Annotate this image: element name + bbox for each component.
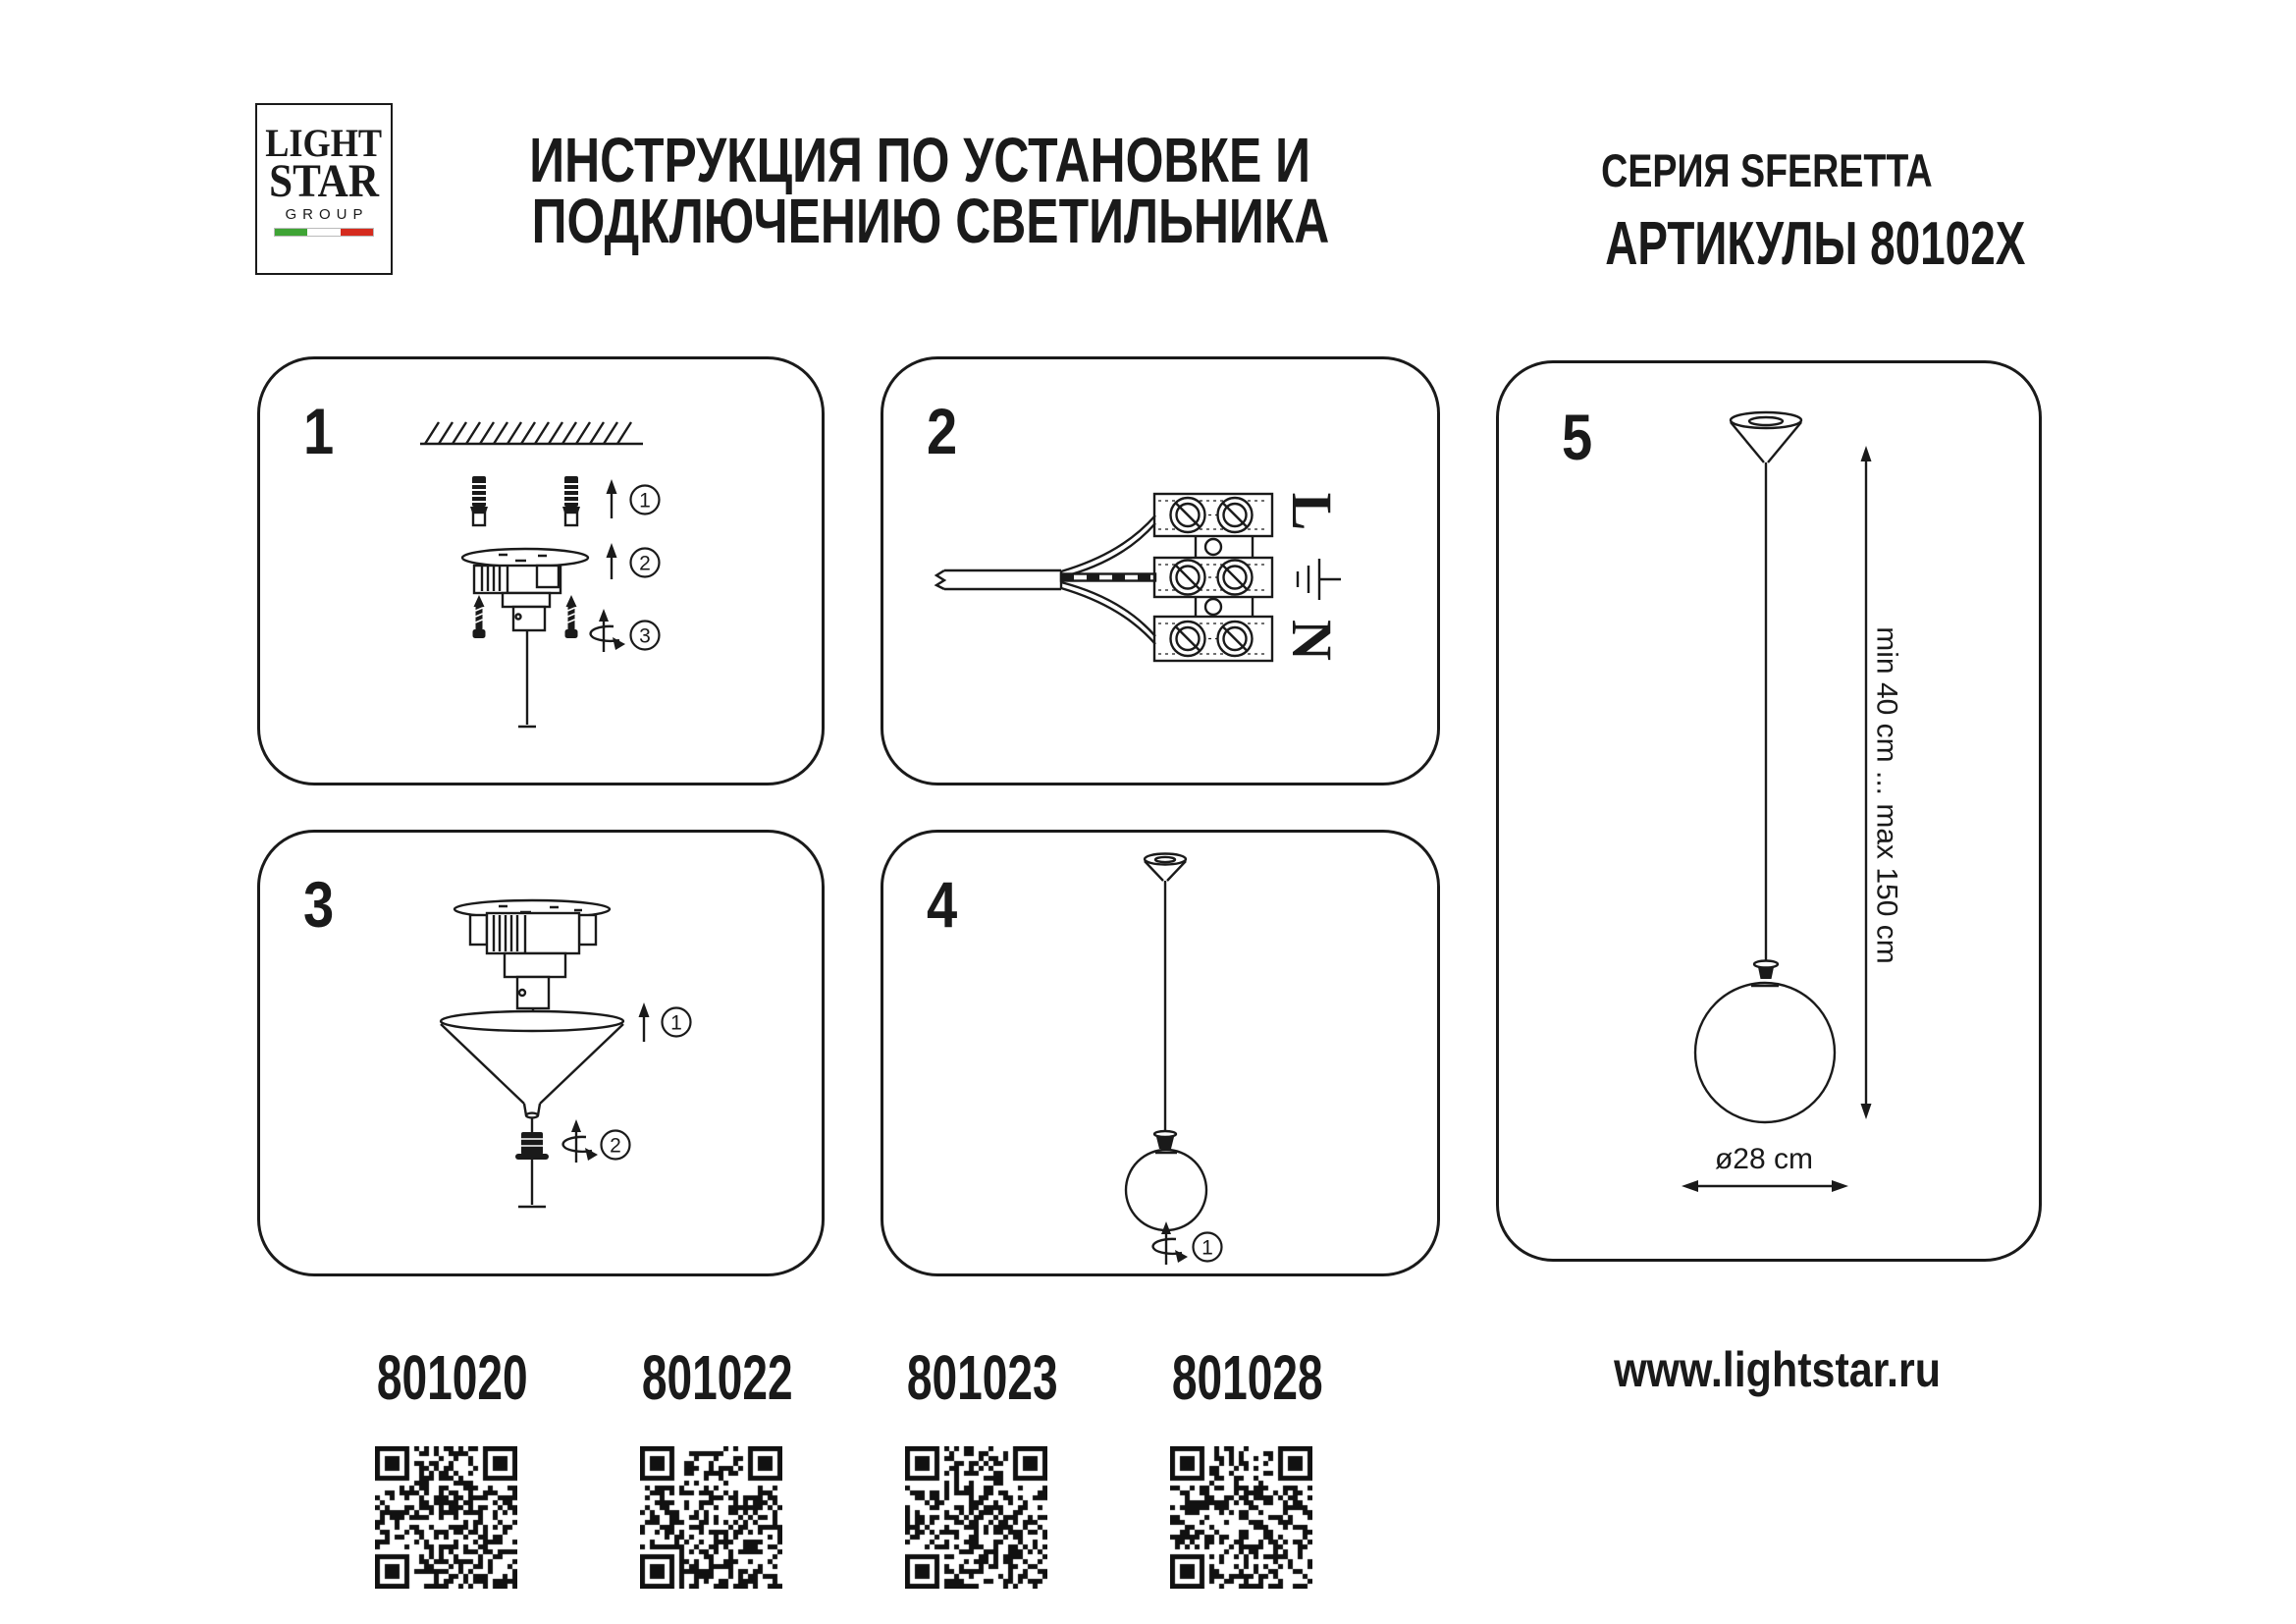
step-1-diagram — [260, 359, 822, 783]
label-neutral-N: N — [1280, 620, 1345, 661]
article-code-4: 801028 — [1171, 1342, 1323, 1413]
flag-white — [307, 229, 340, 236]
step-4-diagram — [883, 833, 1437, 1273]
label-line-L: L — [1280, 492, 1345, 531]
step-2-panel — [881, 356, 1440, 785]
rotate-icon-step3 — [591, 609, 625, 652]
step-badge-1 — [663, 1008, 691, 1037]
step-2-wiring-diagram — [883, 359, 1437, 783]
diameter-label: ø28 cm — [1714, 1143, 1814, 1175]
logo-text-group: GROUP — [285, 205, 369, 223]
series-header — [1531, 143, 2026, 279]
arrow-up-step2 — [607, 543, 617, 579]
shade-fitting — [1154, 1131, 1176, 1149]
svg-text:2: 2 — [639, 552, 651, 575]
qr-code — [905, 1446, 1047, 1589]
svg-text:3: 3 — [639, 624, 651, 648]
step-1-panel — [257, 356, 825, 785]
ceiling-cone — [1731, 412, 1801, 462]
locking-nut — [515, 1132, 549, 1207]
svg-text:1: 1 — [639, 489, 651, 513]
arrow-up-step1 — [607, 479, 617, 518]
rotate-icon-step2 — [563, 1119, 598, 1163]
supply-cable — [936, 515, 1155, 644]
screw-right — [565, 595, 578, 638]
canopy-assembly — [454, 900, 610, 1015]
flag-red — [341, 229, 373, 236]
svg-text:1: 1 — [1201, 1236, 1213, 1260]
step-3-diagram — [260, 833, 822, 1273]
ceiling-hatch — [420, 422, 643, 444]
step-5-dimensions-diagram — [1499, 363, 2039, 1259]
wall-plug-left — [470, 476, 488, 525]
step-3-number: 3 — [303, 868, 335, 941]
arrow-up-step1 — [639, 1002, 650, 1042]
logo-text-star: STAR — [269, 155, 379, 208]
step-badge-1 — [1194, 1233, 1222, 1262]
page-title-line1: ИНСТРУКЦИЯ ПО УСТАНОВКЕ И — [529, 125, 1310, 195]
step-4-panel — [881, 830, 1440, 1276]
article-code-2: 801022 — [641, 1342, 793, 1413]
qr-code — [640, 1446, 782, 1589]
italian-flag-stripe — [274, 228, 374, 237]
step-1-number: 1 — [303, 395, 335, 467]
qr-code — [1170, 1446, 1312, 1589]
screw-left — [473, 595, 486, 638]
step-badge-2 — [602, 1131, 630, 1160]
glass-sphere — [1126, 1150, 1206, 1230]
step-5-number: 5 — [1562, 401, 1593, 473]
website-url: www.lightstar.ru — [1614, 1342, 1941, 1397]
step-3-panel — [257, 830, 825, 1276]
ceiling-cone — [1145, 854, 1186, 882]
series-name: СЕРИЯ SFERETTA — [1601, 144, 1933, 196]
height-range-label: min 40 cm ... max 150 cm — [1870, 626, 1903, 964]
earth-symbol — [1298, 559, 1341, 600]
shade-fitting — [1754, 961, 1778, 980]
flag-green — [275, 229, 307, 236]
articles-title: АРТИКУЛЫ 80102X — [1605, 210, 2026, 278]
step-badge-1 — [631, 486, 660, 514]
step-2-number: 2 — [927, 395, 958, 467]
article-code-3: 801023 — [906, 1342, 1058, 1413]
wire-labels — [1280, 493, 1344, 661]
step-5-panel — [1496, 360, 2042, 1262]
svg-text:1: 1 — [670, 1011, 682, 1035]
step-badge-2 — [631, 549, 660, 577]
logo-text-light: LIGHT — [265, 122, 383, 166]
lightstar-logo — [255, 103, 393, 275]
cone-shade — [441, 1011, 623, 1132]
diameter-dimension — [1682, 1143, 1848, 1192]
svg-text:2: 2 — [610, 1134, 621, 1158]
step-4-number: 4 — [927, 868, 958, 941]
height-dimension-arrow — [1861, 446, 1903, 1119]
step-badge-3 — [631, 622, 660, 650]
wall-plug-right — [562, 476, 580, 525]
page-title-line2: ПОДКЛЮЧЕНИЮ СВЕТИЛЬНИКА — [531, 186, 1330, 256]
article-code-1: 801020 — [376, 1342, 528, 1413]
qr-code — [375, 1446, 517, 1589]
page-title — [419, 125, 1330, 256]
glass-sphere — [1695, 983, 1835, 1122]
